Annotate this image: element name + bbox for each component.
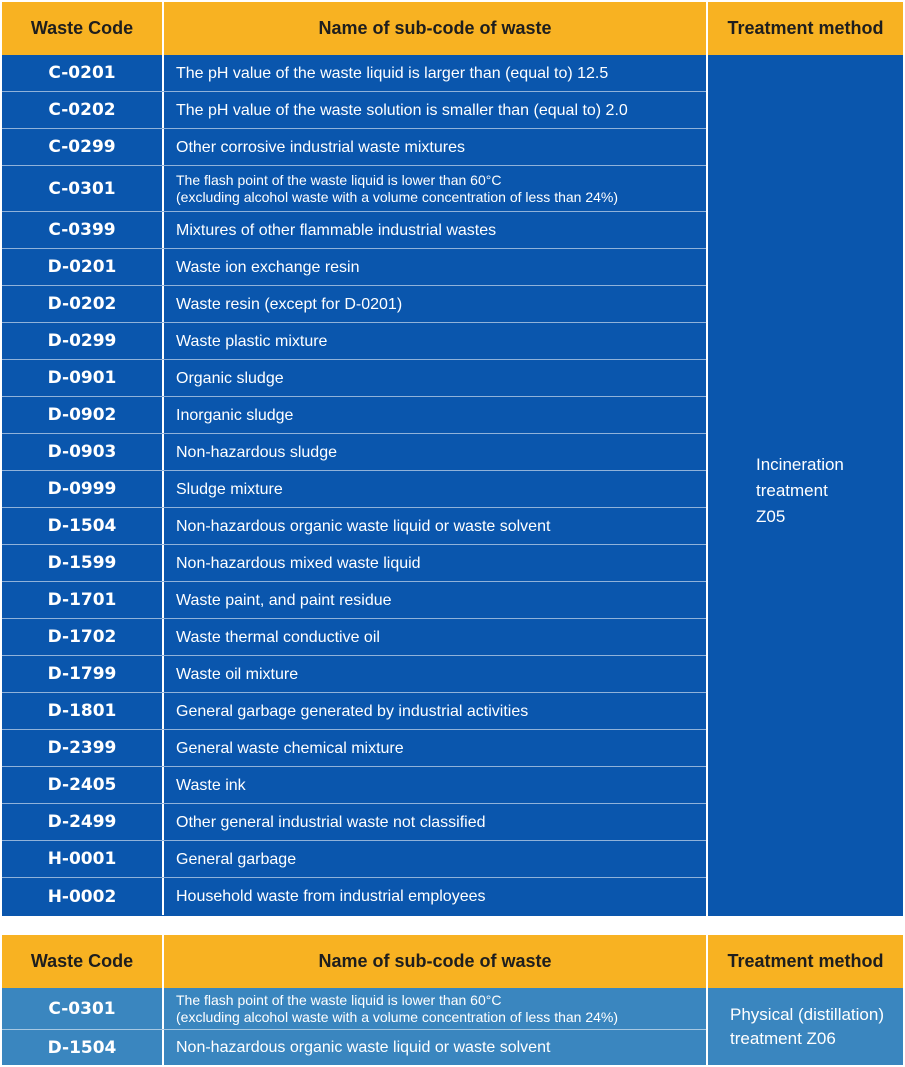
waste-code-cell: H-0002 xyxy=(47,886,117,907)
table-row xyxy=(2,360,706,397)
header-treatment-method: Treatment method xyxy=(706,2,903,55)
waste-name-cell: Non-hazardous mixed waste liquid xyxy=(162,545,706,581)
waste-name-cell: Other general industrial waste not classified xyxy=(162,804,706,840)
table-row xyxy=(2,166,706,212)
waste-code-cell: D-0299 xyxy=(47,331,117,351)
waste-name-cell: Waste resin (except for D-0201) xyxy=(162,286,706,322)
waste-name-cell xyxy=(162,166,706,211)
waste-code-cell: C-0201 xyxy=(48,63,116,83)
waste-code-cell: D-1504 xyxy=(47,1037,117,1058)
incineration-table xyxy=(2,2,903,916)
table-row xyxy=(2,841,706,878)
header-waste-code: Waste Code xyxy=(30,18,134,38)
treatment-method-cell xyxy=(706,988,903,1065)
table-rows xyxy=(2,55,706,916)
waste-name-cell: Waste ink xyxy=(162,767,706,803)
table-row xyxy=(2,286,706,323)
waste-name-cell: The pH value of the waste liquid is larger than (equal to) 12.5 xyxy=(162,55,706,91)
waste-code-cell: C-0202 xyxy=(48,100,116,120)
waste-code-cell: D-1701 xyxy=(47,590,117,610)
waste-name-cell: The pH value of the waste solution is smaller than (equal to) 2.0 xyxy=(162,92,706,128)
table-row xyxy=(2,397,706,434)
table-row xyxy=(2,804,706,841)
table-row xyxy=(2,129,706,166)
waste-name-cell: Waste plastic mixture xyxy=(162,323,706,359)
waste-code-cell: D-0202 xyxy=(47,294,117,314)
header-sub-code-name: Name of sub-code of waste xyxy=(162,2,706,55)
waste-name-line2: (excluding alcohol waste with a volume concentration of less than 24%) xyxy=(176,1008,619,1025)
waste-name-cell: General garbage generated by industrial activities xyxy=(162,693,706,729)
waste-name-cell: Non-hazardous organic waste liquid or waste solvent xyxy=(162,508,706,544)
table-row xyxy=(2,434,706,471)
table-header xyxy=(2,935,903,988)
waste-name-cell: Organic sludge xyxy=(162,360,706,396)
table-row xyxy=(2,656,706,693)
method-line1: Physical (distillation) xyxy=(730,1004,884,1024)
waste-code-cell: H-0001 xyxy=(47,849,117,869)
table-row xyxy=(2,471,706,508)
header-treatment-method: Treatment method xyxy=(706,935,903,988)
method-line2: treatment xyxy=(756,480,828,500)
table-row xyxy=(2,55,706,92)
waste-code-cell: D-2405 xyxy=(47,775,117,795)
waste-code-cell: D-1599 xyxy=(47,553,117,573)
waste-code-cell: D-0901 xyxy=(47,368,117,388)
waste-code-cell: D-1801 xyxy=(47,701,117,721)
table-row xyxy=(2,545,706,582)
waste-code-cell: D-1799 xyxy=(47,664,117,684)
table-row xyxy=(2,878,706,915)
table-row xyxy=(2,767,706,804)
waste-code-cell: D-1504 xyxy=(47,516,117,536)
table-row xyxy=(2,508,706,545)
table-header xyxy=(2,2,903,55)
waste-name-line1: The flash point of the waste liquid is lower than 60°C xyxy=(176,991,502,1008)
waste-name-line2: (excluding alcohol waste with a volume concentration of less than 24%) xyxy=(176,188,619,205)
waste-name-cell: General waste chemical mixture xyxy=(162,730,706,766)
waste-name-cell: Inorganic sludge xyxy=(162,397,706,433)
waste-name-cell: Sludge mixture xyxy=(162,471,706,507)
table-body xyxy=(2,988,903,1065)
waste-code-cell: D-0201 xyxy=(47,257,117,277)
table-row xyxy=(2,1030,706,1065)
waste-code-cell: D-2399 xyxy=(47,738,117,758)
table-rows xyxy=(2,988,706,1065)
waste-code-cell: C-0301 xyxy=(48,998,116,1019)
waste-code-cell: D-0903 xyxy=(47,442,117,462)
waste-name-cell: Waste ion exchange resin xyxy=(162,249,706,285)
treatment-method-cell xyxy=(706,55,903,916)
table-row xyxy=(2,693,706,730)
table-row xyxy=(2,92,706,129)
waste-code-cell: C-0299 xyxy=(48,137,116,157)
method-line2: treatment Z06 xyxy=(730,1028,836,1048)
waste-code-cell: C-0301 xyxy=(48,178,116,199)
header-waste-code: Waste Code xyxy=(30,951,134,971)
header-sub-code-name: Name of sub-code of waste xyxy=(162,935,706,988)
waste-code-cell: D-2499 xyxy=(47,812,117,832)
waste-name-line1: The flash point of the waste liquid is lower than 60°C xyxy=(176,171,502,188)
waste-name-cell: Household waste from industrial employees xyxy=(162,878,706,915)
waste-code-cell: D-0999 xyxy=(47,479,117,499)
waste-name-cell: Waste oil mixture xyxy=(162,656,706,692)
table-row xyxy=(2,249,706,286)
table-row xyxy=(2,212,706,249)
waste-code-cell: D-1702 xyxy=(47,627,117,647)
waste-code-cell: D-0902 xyxy=(47,405,117,425)
table-body xyxy=(2,55,903,916)
waste-name-cell: General garbage xyxy=(162,841,706,877)
method-line3: Z05 xyxy=(756,506,786,526)
distillation-table xyxy=(2,935,903,1065)
waste-name-cell: Mixtures of other flammable industrial wastes xyxy=(162,212,706,248)
waste-name-cell xyxy=(162,988,706,1029)
table-row xyxy=(2,619,706,656)
table-row xyxy=(2,730,706,767)
table-row xyxy=(2,582,706,619)
waste-name-cell: Waste thermal conductive oil xyxy=(162,619,706,655)
table-row xyxy=(2,323,706,360)
method-line1: Incineration xyxy=(756,454,844,474)
waste-name-cell: Non-hazardous sludge xyxy=(162,434,706,470)
waste-name-cell: Other corrosive industrial waste mixtures xyxy=(162,129,706,165)
table-row xyxy=(2,988,706,1030)
waste-code-cell: C-0399 xyxy=(48,220,116,240)
waste-name-cell: Non-hazardous organic waste liquid or waste solvent xyxy=(162,1030,706,1065)
waste-name-cell: Waste paint, and paint residue xyxy=(162,582,706,618)
